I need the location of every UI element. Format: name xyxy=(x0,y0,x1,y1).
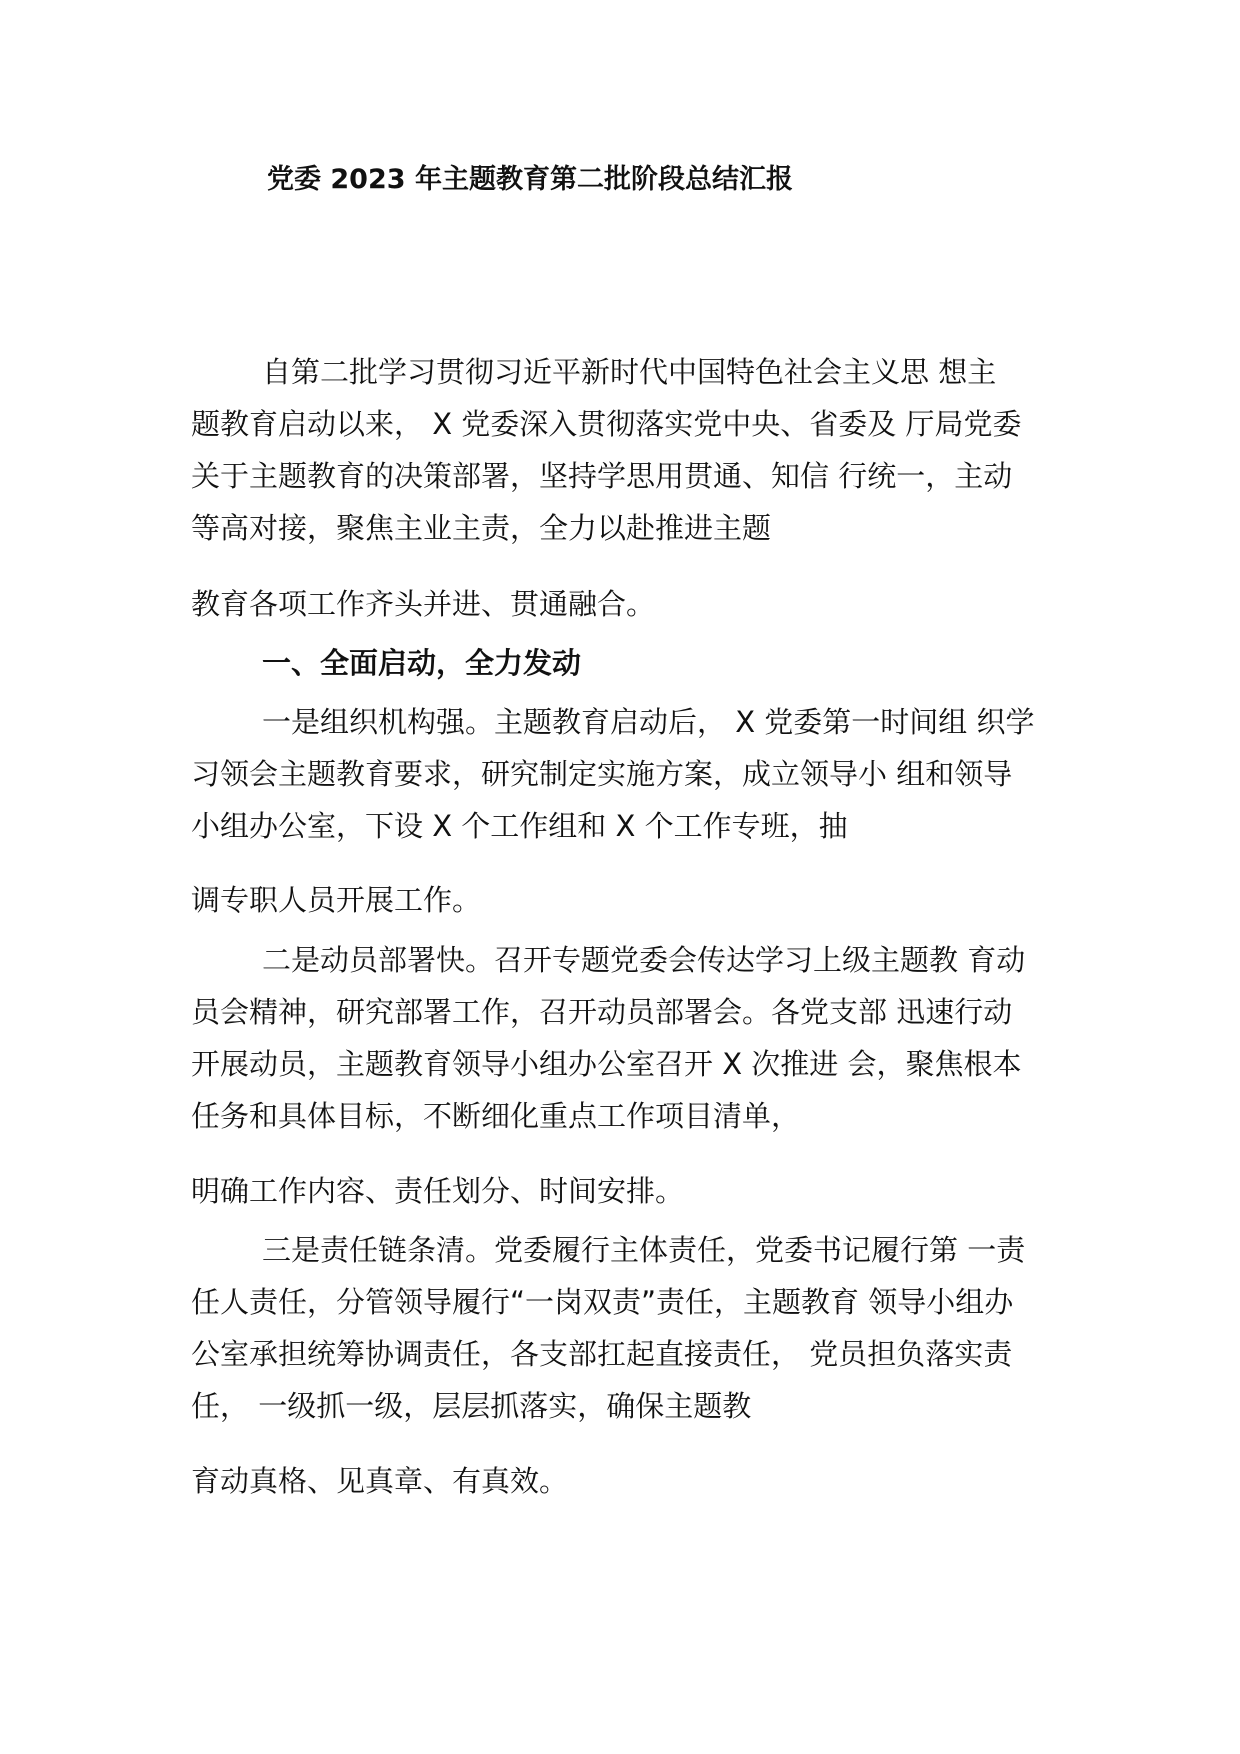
para3-line-3: 公室承担统筹协调责任，各支部扛起直接责任， 党员担负落实责 xyxy=(191,1337,1013,1371)
intro-line-2: 题教育启动以来， X 党委深入贯彻落实党中央、省委及 厅局党委 xyxy=(191,407,1022,441)
para3-line-2: 任人责任，分管领导履行“一岗双责”责任，主题教育 领导小组办 xyxy=(191,1285,1014,1319)
section-heading: 一、全面启动，全力发动 xyxy=(262,646,582,680)
para1-line-2: 习领会主题教育要求，研究制定实施方案，成立领导小 组和领导 xyxy=(191,757,1013,791)
intro-line-4: 等高对接，聚焦主业主责，全力以赴推进主题 xyxy=(191,511,772,545)
para1-line-1: 一是组织机构强。主题教育启动后， X 党委第一时间组 织学 xyxy=(262,705,1035,739)
para1-line-3: 小组办公室，下设 X 个工作组和 X 个工作专班，抽 xyxy=(191,809,848,843)
para2-line-4: 任务和具体目标，不断细化重点工作项目清单， xyxy=(191,1099,801,1133)
para2-line-5: 明确工作内容、责任划分、时间安排。 xyxy=(191,1174,685,1208)
para1-line-4: 调专职人员开展工作。 xyxy=(191,883,482,917)
document-title: 党委 2023 年主题教育第二批阶段总结汇报 xyxy=(267,164,793,195)
para2-line-3: 开展动员，主题教育领导小组办公室召开 X 次推进 会，聚焦根本 xyxy=(191,1047,1022,1081)
intro-line-3: 关于主题教育的决策部署，坚持学思用贯通、知信 行统一，主动 xyxy=(191,459,1013,493)
intro-line-1: 自第二批学习贯彻习近平新时代中国特色社会主义思 想主 xyxy=(262,355,997,389)
para2-line-2: 员会精神，研究部署工作，召开动员部署会。各党支部 迅速行动 xyxy=(191,995,1013,1029)
para2-line-1: 二是动员部署快。召开专题党委会传达学习上级主题教 育动 xyxy=(262,943,1026,977)
intro-line-5: 教育各项工作齐头并进、贯通融合。 xyxy=(191,587,656,621)
para3-line-1: 三是责任链条清。党委履行主体责任，党委书记履行第 一责 xyxy=(262,1233,1026,1267)
para3-line-4: 任， 一级抓一级，层层抓落实，确保主题教 xyxy=(191,1389,752,1423)
para3-line-5: 育动真格、见真章、有真效。 xyxy=(191,1464,569,1498)
